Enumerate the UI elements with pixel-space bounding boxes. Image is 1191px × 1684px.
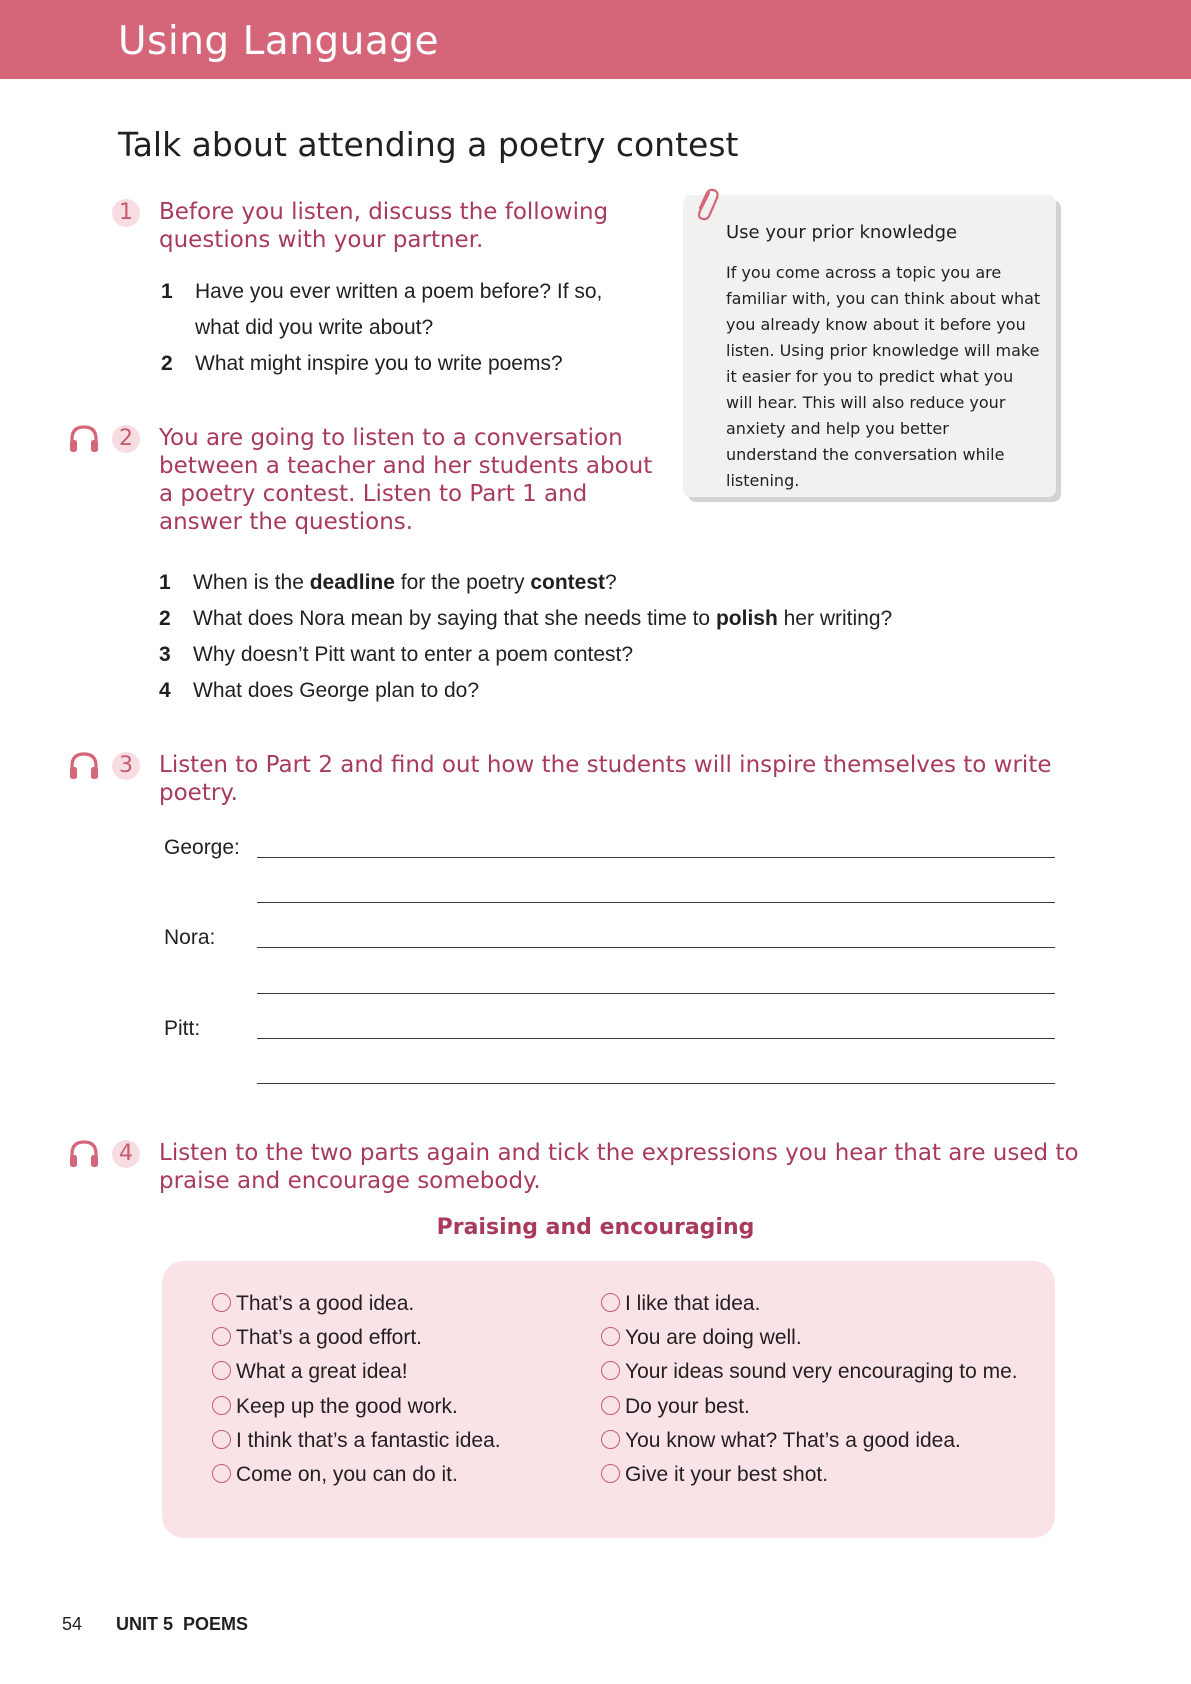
expression-item[interactable] bbox=[601, 1463, 828, 1487]
tick-circle[interactable] bbox=[601, 1293, 620, 1312]
expression-item[interactable] bbox=[601, 1292, 760, 1316]
expression-item[interactable] bbox=[212, 1429, 501, 1453]
section-heading: Praising and encouraging bbox=[436, 1215, 755, 1240]
question-text: What might inspire you to write poems? bbox=[195, 352, 563, 375]
task-1-title-line: questions with your partner. bbox=[159, 227, 484, 253]
question-number: 2 bbox=[159, 607, 171, 630]
question-number: 4 bbox=[159, 679, 171, 702]
question-text-part: What does Nora mean by saying that she needs time to bbox=[193, 607, 716, 630]
expression-text: Give it your best shot. bbox=[625, 1463, 829, 1486]
question-text bbox=[193, 607, 892, 631]
expressions-box bbox=[162, 1261, 1055, 1538]
expression-item[interactable] bbox=[212, 1395, 458, 1419]
expression-text: I like that idea. bbox=[625, 1292, 761, 1315]
keyword-polish: polish bbox=[715, 607, 778, 630]
task-2-title-line: a poetry contest. Listen to Part 1 and bbox=[159, 481, 588, 507]
expression-text: That’s a good idea. bbox=[236, 1292, 415, 1315]
task-4-title-line: praise and encourage somebody. bbox=[159, 1168, 541, 1194]
tick-circle[interactable] bbox=[212, 1430, 231, 1449]
question-text: Have you ever written a poem before? If so, bbox=[195, 280, 603, 303]
tick-circle[interactable] bbox=[601, 1396, 620, 1415]
expression-item[interactable] bbox=[601, 1395, 750, 1419]
answer-line[interactable] bbox=[257, 1038, 1055, 1039]
answer-line[interactable] bbox=[257, 993, 1055, 994]
tip-text: If you come across a topic you are familiar with, you can think about what you already know about it before you listen. Using prior knowledge will make it easier for you to predict what you will hear. This will also reduce your anxiety and help you better understand the conversation while listening. bbox=[726, 263, 1041, 490]
answer-line[interactable] bbox=[257, 947, 1055, 948]
expression-item[interactable] bbox=[212, 1463, 458, 1487]
headphones-icon[interactable] bbox=[68, 424, 100, 454]
task-2-title-line: You are going to listen to a conversation bbox=[159, 425, 623, 451]
expression-text: You are doing well. bbox=[625, 1326, 802, 1349]
tick-circle[interactable] bbox=[601, 1430, 620, 1449]
task-3-number: 3 bbox=[112, 752, 140, 780]
student-label-nora: Nora: bbox=[164, 926, 216, 949]
expression-text: What a great idea! bbox=[236, 1360, 408, 1383]
expression-text: Keep up the good work. bbox=[236, 1395, 458, 1418]
question-text-part: When is the bbox=[193, 571, 310, 594]
expression-text: Do your best. bbox=[625, 1395, 750, 1418]
task-3-title-line: Listen to Part 2 and find out how the students will inspire themselves to write bbox=[159, 752, 1052, 778]
tick-circle[interactable] bbox=[601, 1327, 620, 1346]
task-1-number: 1 bbox=[112, 199, 140, 227]
expression-text: Your ideas sound very encouraging to me. bbox=[625, 1360, 1018, 1383]
tick-circle[interactable] bbox=[212, 1327, 231, 1346]
header-bar bbox=[0, 0, 1191, 79]
paperclip-icon bbox=[693, 187, 719, 223]
task-2-title bbox=[159, 424, 652, 536]
tick-circle[interactable] bbox=[601, 1361, 620, 1380]
expression-item[interactable] bbox=[601, 1326, 802, 1350]
expression-text: I think that’s a fantastic idea. bbox=[236, 1429, 501, 1452]
task-2-title-line: between a teacher and her students about bbox=[159, 453, 653, 479]
question-number: 1 bbox=[161, 280, 173, 303]
headphones-icon[interactable] bbox=[68, 751, 100, 781]
task-4-number: 4 bbox=[112, 1140, 140, 1168]
keyword-deadline: deadline bbox=[309, 571, 395, 594]
question-number: 3 bbox=[159, 643, 171, 666]
question-number: 2 bbox=[161, 352, 173, 375]
question-text bbox=[193, 571, 617, 595]
tick-circle[interactable] bbox=[212, 1396, 231, 1415]
task-1-title-line: Before you listen, discuss the following bbox=[159, 199, 609, 225]
tick-circle[interactable] bbox=[601, 1464, 620, 1483]
expression-text: You know what? That’s a good idea. bbox=[625, 1429, 961, 1452]
expression-item[interactable] bbox=[212, 1292, 414, 1316]
question-number: 1 bbox=[159, 571, 171, 594]
student-label-pitt: Pitt: bbox=[164, 1017, 201, 1040]
tip-title: Use your prior knowledge bbox=[726, 222, 958, 243]
expression-item[interactable] bbox=[212, 1360, 408, 1384]
answer-line[interactable] bbox=[257, 857, 1055, 858]
answer-line[interactable] bbox=[257, 902, 1055, 903]
question-text: what did you write about? bbox=[195, 316, 434, 339]
question-text: Why doesn’t Pitt want to enter a poem contest? bbox=[193, 643, 634, 666]
task-4-title-line: Listen to the two parts again and tick the expressions you hear that are used to bbox=[159, 1140, 1079, 1166]
expression-item[interactable] bbox=[601, 1360, 1018, 1384]
tick-circle[interactable] bbox=[212, 1293, 231, 1312]
tick-circle[interactable] bbox=[212, 1361, 231, 1380]
tick-circle[interactable] bbox=[212, 1464, 231, 1483]
question-text-part: ? bbox=[605, 571, 617, 594]
question-text-part: for the poetry bbox=[394, 571, 531, 594]
expression-item[interactable] bbox=[601, 1429, 961, 1453]
task-1-title bbox=[159, 198, 608, 254]
headphones-icon[interactable] bbox=[68, 1139, 100, 1169]
expression-text: Come on, you can do it. bbox=[236, 1463, 458, 1486]
student-label-george: George: bbox=[164, 836, 240, 859]
task-2-number: 2 bbox=[112, 425, 140, 453]
unit-label: UNIT 5 POEMS bbox=[116, 1614, 249, 1634]
answer-line[interactable] bbox=[257, 1083, 1055, 1084]
page-subtitle: Talk about attending a poetry contest bbox=[118, 125, 739, 164]
task-3-title-line: poetry. bbox=[159, 780, 238, 806]
expression-text: That’s a good effort. bbox=[236, 1326, 423, 1349]
task-2-title-line: answer the questions. bbox=[159, 509, 414, 535]
task-4-title bbox=[159, 1139, 1079, 1195]
tip-box bbox=[683, 195, 1056, 497]
task-3-title bbox=[159, 751, 1052, 807]
expression-item[interactable] bbox=[212, 1326, 422, 1350]
question-text: What does George plan to do? bbox=[193, 679, 480, 702]
keyword-contest: contest bbox=[530, 571, 606, 594]
page-header-title: Using Language bbox=[118, 19, 440, 64]
page-number: 54 bbox=[62, 1614, 83, 1634]
question-text-part: her writing? bbox=[777, 607, 893, 630]
